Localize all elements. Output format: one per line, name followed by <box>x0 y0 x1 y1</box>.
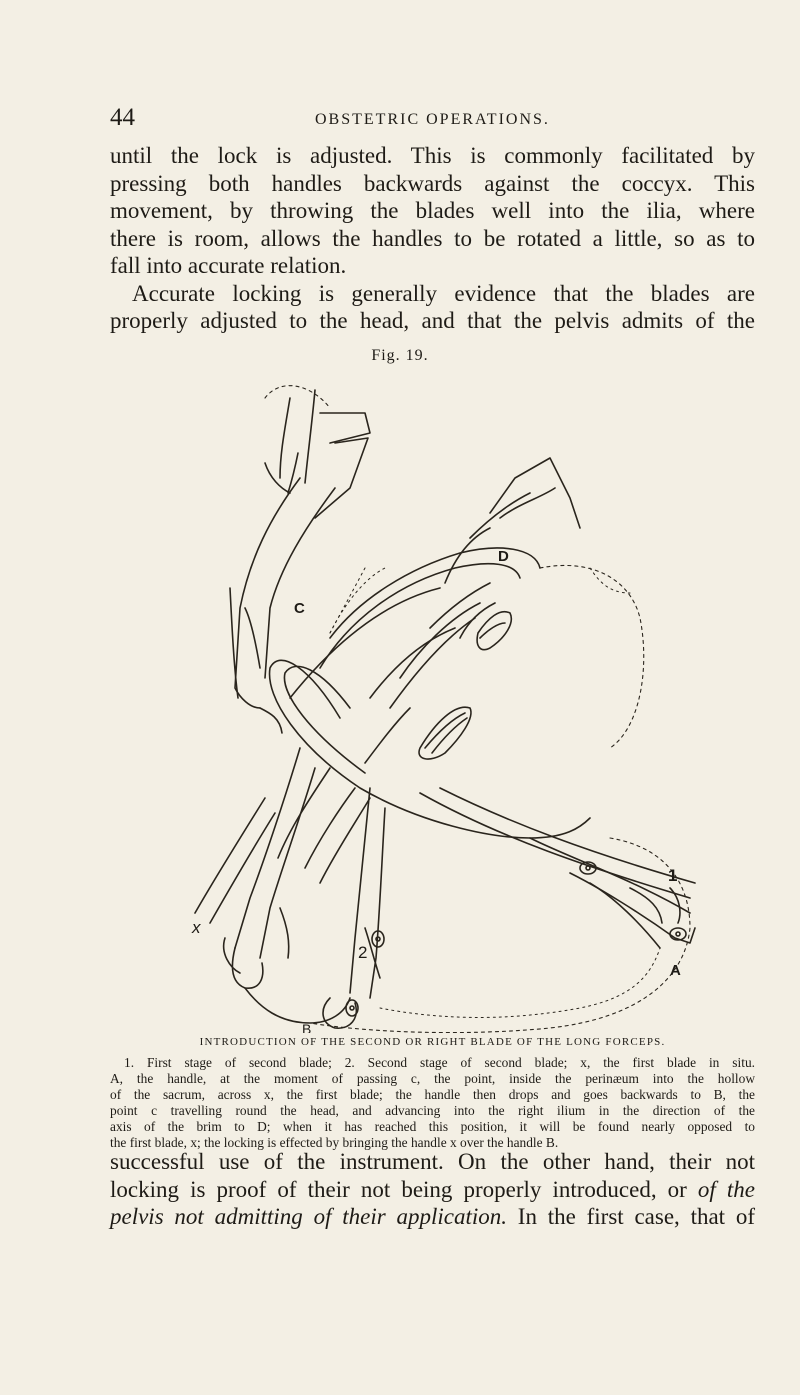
text-run: locking is proof of their not being properly introduced, or <box>110 1176 698 1202</box>
caption-line: point c travelling round the head, and advancing into the right ilium in the direction of the <box>110 1103 755 1118</box>
letter-d: D <box>498 548 509 565</box>
first-blade-top <box>265 390 370 518</box>
running-head: OBSTETRIC OPERATIONS. <box>315 111 550 128</box>
first-blade <box>230 478 335 733</box>
handles-lower-left <box>195 748 385 1028</box>
letter-c: C <box>294 600 305 617</box>
second-blade-handle-stage1 <box>420 788 695 948</box>
letter-b: B <box>302 1021 312 1033</box>
body-text-top <box>110 142 755 335</box>
figure-letters <box>191 548 681 1033</box>
figure-caption <box>110 1055 755 1151</box>
text-line: pressing both handles backwards against the coccyx. This <box>110 170 755 196</box>
letter-x: x <box>192 918 201 937</box>
page-number: 44 <box>110 104 135 131</box>
figure-caption-title: INTRODUCTION OF THE SECOND OR RIGHT BLADE OF THE LONG FORCEPS. <box>199 1036 666 1048</box>
figure-label: Fig. 19. <box>371 347 429 364</box>
second-blade-stage1 <box>290 458 580 708</box>
italic-run: pelvis not admitting of their application. <box>110 1204 507 1229</box>
text-line: until the lock is adjusted. This is commonly facilitated by <box>110 143 755 168</box>
caption-line: A, the handle, at the moment of passing c, the point, inside the perinæum into the hollow <box>110 1071 755 1086</box>
text-line: Accurate locking is generally evidence that the blades are <box>132 280 755 306</box>
caption-line: the first blade, x; the locking is effected by bringing the handle x over the handle B. <box>110 1135 559 1150</box>
caption-line: 1. First stage of second blade; 2. Second stage of second blade; x, the first blade in situ. <box>124 1055 755 1070</box>
text-line: movement, by throwing the blades well into the ilia, where <box>110 198 755 223</box>
caption-line: axis of the brim to D; when it has reached this position, it will be found nearly opposed to <box>110 1119 755 1134</box>
dotted-head-outline <box>265 386 690 1033</box>
dotted-travel-paths <box>330 568 660 1017</box>
text-line: there is room, allows the handles to be rotated a little, so as to <box>110 225 755 251</box>
forceps-figure <box>170 368 730 1033</box>
fenestra-marks <box>419 612 511 759</box>
text-run: In the first case, that of <box>507 1204 756 1229</box>
page-header <box>110 104 755 134</box>
letter-a: A <box>670 962 681 979</box>
text-line <box>110 1203 755 1231</box>
text-line <box>110 1176 755 1204</box>
forceps-illustration <box>170 368 730 1033</box>
letter-two: 2 <box>358 943 368 962</box>
text-line: properly adjusted to the head, and that the pelvis admits of the <box>110 308 755 333</box>
caption-line: of the sacrum, across x, the first blade; the handle then drops and goes backwards to B, the <box>110 1087 755 1102</box>
italic-run: of the <box>697 1176 755 1202</box>
body-text-bottom <box>110 1148 755 1231</box>
text-line: fall into accurate relation. <box>110 253 347 278</box>
letter-one: 1 <box>668 866 678 885</box>
text-line: successful use of the instrument. On the other hand, their not <box>110 1149 755 1174</box>
